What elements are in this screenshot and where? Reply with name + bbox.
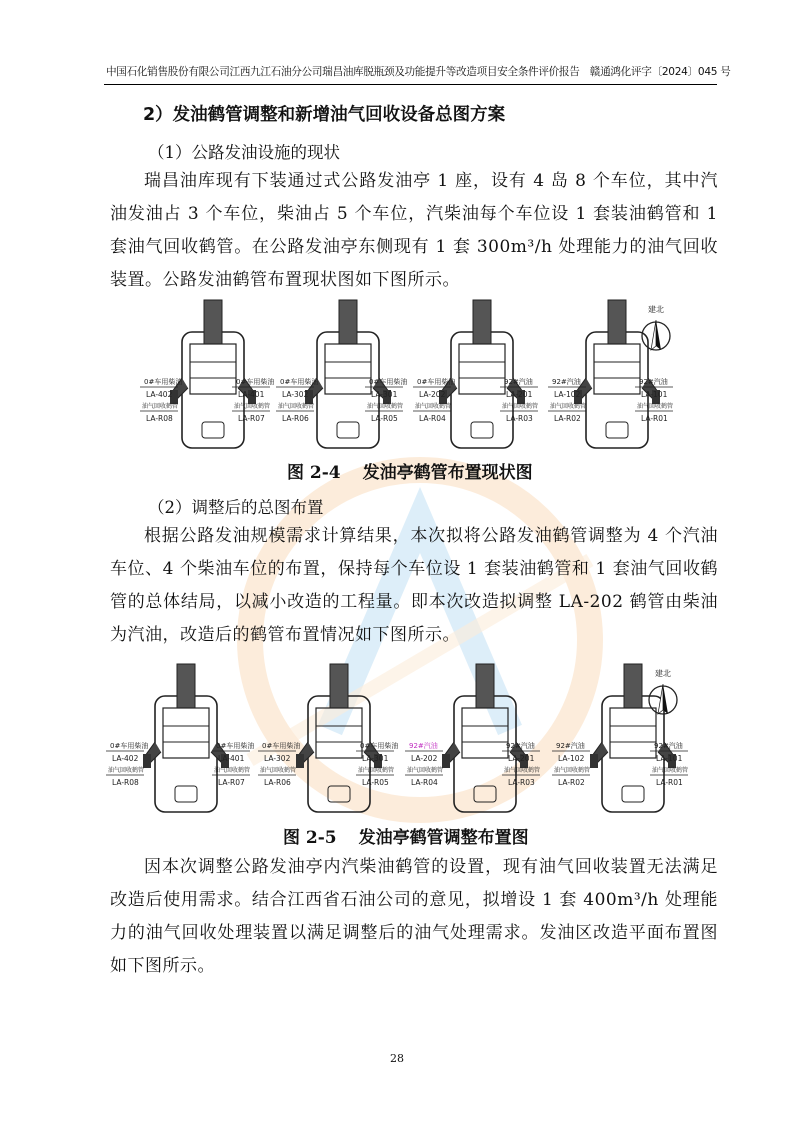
recovery-arm-id: LA-R02 <box>558 778 585 787</box>
loading-arm-id: LA-201 <box>506 390 533 399</box>
recovery-arm-label: 油气回收鹤管 <box>554 767 591 774</box>
island-canopy-column <box>624 664 642 708</box>
subsection-1-title: （1）公路发油设施的现状 <box>148 143 340 162</box>
fuel-type-label: 92#汽油 <box>552 378 581 386</box>
recovery-arm-label: 油气回收鹤管 <box>550 403 587 410</box>
recovery-arm-label: 油气回收鹤管 <box>502 403 539 410</box>
station-label <box>405 741 443 787</box>
north-needle-light <box>651 320 656 350</box>
loading-arm-id: LA-102 <box>558 754 585 763</box>
recovery-arm-label: 油气回收鹤管 <box>214 767 251 774</box>
recovery-arm-id: LA-R06 <box>264 778 291 787</box>
loading-arm-id: LA-401 <box>238 390 265 399</box>
figure-2-5-caption <box>283 823 529 848</box>
fuel-type-label: 92#汽油 <box>639 378 668 386</box>
recovery-arm-id: LA-R05 <box>371 414 398 423</box>
loading-arm-id: LA-202 <box>411 754 438 763</box>
recovery-arm-label: 油气回收鹤管 <box>108 767 145 774</box>
station-label <box>106 741 148 787</box>
recovery-arm-label: 油气回收鹤管 <box>234 403 271 410</box>
fuel-type-label: 0#车用柴油 <box>360 742 399 750</box>
fuel-type-label: 0#车用柴油 <box>417 378 456 386</box>
island-outline <box>155 696 217 812</box>
island-platform <box>594 344 640 394</box>
island-booth <box>471 422 493 438</box>
loading-island <box>574 300 660 448</box>
section-title: 2）发油鹤管调整和新增油气回收设备总图方案 <box>143 105 506 125</box>
fuel-type-label: 92#汽油 <box>409 742 438 750</box>
island-platform <box>462 708 508 758</box>
arm-base-left <box>143 754 151 768</box>
loading-arm-id: LA-202 <box>419 390 446 399</box>
station-label <box>413 377 455 423</box>
island-platform <box>316 708 362 758</box>
recovery-arm-label: 油气回收鹤管 <box>407 767 444 774</box>
recovery-arm-label: 油气回收鹤管 <box>637 403 674 410</box>
north-needle-light <box>658 684 663 714</box>
island-booth <box>474 786 496 802</box>
figure-2-5-number: 图 2-5 <box>283 828 337 848</box>
loading-islands <box>143 664 676 812</box>
page-header: 中国石化销售股份有限公司江西九江石油分公司瑞昌油库脱瓶颈及功能提升等改造项目安全条件评价报告 赣通鸿化评字〔2024〕045 号 <box>106 66 731 78</box>
station-label <box>258 741 300 787</box>
loading-island <box>442 664 528 812</box>
recovery-arm-id: LA-R08 <box>112 778 139 787</box>
fuel-type-label: 92#汽油 <box>556 742 585 750</box>
fuel-type-label: 0#车用柴油 <box>262 742 301 750</box>
island-outline <box>451 332 513 448</box>
recovery-arm-label: 油气回收鹤管 <box>260 767 297 774</box>
fuel-type-label: 92#汽油 <box>506 742 535 750</box>
fuel-type-label: 0#车用柴油 <box>144 378 183 386</box>
recovery-arm-label: 油气回收鹤管 <box>652 767 689 774</box>
loading-arm-id: LA-102 <box>554 390 581 399</box>
island-outline <box>454 696 516 812</box>
island-canopy-column <box>204 300 222 344</box>
fuel-type-label: 0#车用柴油 <box>280 378 319 386</box>
recovery-arm-id: LA-R03 <box>508 778 535 787</box>
paragraph-2: 根据公路发油规模需求计算结果，本次拟将公路发油鹤管调整为 4 个汽油车位、4 个柴油车位的布置，保持每个车位设 1 套装油鹤管和 1 套油气回收鹤管的总体结局，以减小改造的工程量。即本次改造拟调整 LA-202 鹤管由柴油为汽油，改造后的鹤管布置情况如下图所示。 <box>110 526 718 645</box>
loading-arm-id: LA-101 <box>641 390 668 399</box>
recovery-arm-label: 油气回收鹤管 <box>367 403 404 410</box>
north-needle-dark <box>656 320 661 350</box>
recovery-arm-label: 油气回收鹤管 <box>142 403 179 410</box>
loading-arm-id: LA-402 <box>112 754 139 763</box>
island-booth <box>622 786 644 802</box>
figure-2-5-diagram <box>100 660 690 818</box>
recovery-arm-id: LA-R04 <box>419 414 446 423</box>
loading-arm-id: LA-302 <box>264 754 291 763</box>
recovery-arm-label: 油气回收鹤管 <box>504 767 541 774</box>
island-outline <box>586 332 648 448</box>
island-canopy-column <box>330 664 348 708</box>
page-number: 28 <box>390 1052 404 1065</box>
fuel-type-label: 0#车用柴油 <box>216 742 255 750</box>
figure-2-4-caption <box>287 458 533 483</box>
north-label: 建北 <box>655 669 671 678</box>
figure-2-5-title: 发油亭鹤管调整布置图 <box>358 828 529 848</box>
north-label: 建北 <box>648 305 664 314</box>
recovery-arm-id: LA-R06 <box>282 414 309 423</box>
loading-arm-id: LA-302 <box>282 390 309 399</box>
island-booth <box>328 786 350 802</box>
arm-base-left <box>296 754 304 768</box>
subsection-2-title: （2）调整后的总图布置 <box>148 498 324 517</box>
loading-arm-id: LA-201 <box>508 754 535 763</box>
fuel-type-label: 92#汽油 <box>654 742 683 750</box>
arm-base-left <box>590 754 598 768</box>
figure-2-4-number: 图 2-4 <box>287 463 341 483</box>
loading-arm-id: LA-401 <box>218 754 245 763</box>
recovery-arm-id: LA-R07 <box>218 778 245 787</box>
loading-arm-id: LA-402 <box>146 390 173 399</box>
recovery-arm-id: LA-R03 <box>506 414 533 423</box>
island-booth <box>175 786 197 802</box>
loading-island <box>143 664 229 812</box>
island-outline <box>602 696 664 812</box>
station-label <box>212 741 254 787</box>
island-outline <box>182 332 244 448</box>
figure-2-4-diagram <box>130 296 690 451</box>
recovery-arm-id: LA-R04 <box>411 778 438 787</box>
recovery-arm-id: LA-R05 <box>362 778 389 787</box>
loading-island <box>170 300 256 448</box>
island-booth <box>202 422 224 438</box>
island-booth <box>606 422 628 438</box>
island-canopy-column <box>177 664 195 708</box>
loading-arm-id: LA-101 <box>656 754 683 763</box>
loading-islands <box>170 300 660 448</box>
paragraph-3: 因本次调整公路发油亭内汽柴油鹤管的设置，现有油气回收装置无法满足改造后使用需求。结合江西省石油公司的意见，拟增设 1 套 400m³/h 处理能力的油气回收处理装置以满足调整后的油气处理需求。发油区改造平面布置图如下图所示。 <box>110 857 718 976</box>
recovery-arm-id: LA-R01 <box>641 414 668 423</box>
paragraph-1: 瑞昌油库现有下装通过式公路发油亭 1 座，设有 4 岛 8 个车位，其中汽油发油占 3 个车位，柴油占 5 个车位，汽柴油每个车位设 1 套装油鹤管和 1 套油气回收鹤管。在公路发油亭东侧现有 1 套 300m³/h 处理能力的油气回收装置。公路发油鹤管布置现状图如下图所示。 <box>110 171 718 290</box>
north-arrow-icon <box>649 668 677 714</box>
recovery-arm-id: LA-R02 <box>554 414 581 423</box>
island-canopy-column <box>476 664 494 708</box>
loading-island <box>296 664 382 812</box>
recovery-arm-label: 油气回收鹤管 <box>415 403 452 410</box>
island-outline <box>317 332 379 448</box>
island-outline <box>308 696 370 812</box>
island-canopy-column <box>339 300 357 344</box>
island-platform <box>610 708 656 758</box>
recovery-arm-id: LA-R01 <box>656 778 683 787</box>
figure-2-4-title: 发油亭鹤管布置现状图 <box>362 463 533 483</box>
recovery-arm-label: 油气回收鹤管 <box>358 767 395 774</box>
island-platform <box>163 708 209 758</box>
header-rule <box>104 84 717 85</box>
loading-island <box>439 300 525 448</box>
north-needle-dark <box>663 684 668 714</box>
loading-island <box>305 300 391 448</box>
island-canopy-column <box>608 300 626 344</box>
island-platform <box>190 344 236 394</box>
island-platform <box>325 344 371 394</box>
arm-base-left <box>442 754 450 768</box>
recovery-arm-id: LA-R08 <box>146 414 173 423</box>
recovery-arm-label: 油气回收鹤管 <box>278 403 315 410</box>
fuel-type-label: 0#车用柴油 <box>110 742 149 750</box>
loading-arm-id: LA-301 <box>362 754 389 763</box>
fuel-type-label: 0#车用柴油 <box>369 378 408 386</box>
fuel-type-label: 0#车用柴油 <box>236 378 275 386</box>
north-arrow-icon <box>642 304 670 350</box>
island-canopy-column <box>473 300 491 344</box>
recovery-arm-id: LA-R07 <box>238 414 265 423</box>
island-booth <box>337 422 359 438</box>
fuel-type-label: 92#汽油 <box>504 378 533 386</box>
island-platform <box>459 344 505 394</box>
loading-arm-id: LA-301 <box>371 390 398 399</box>
station-label <box>552 741 590 787</box>
